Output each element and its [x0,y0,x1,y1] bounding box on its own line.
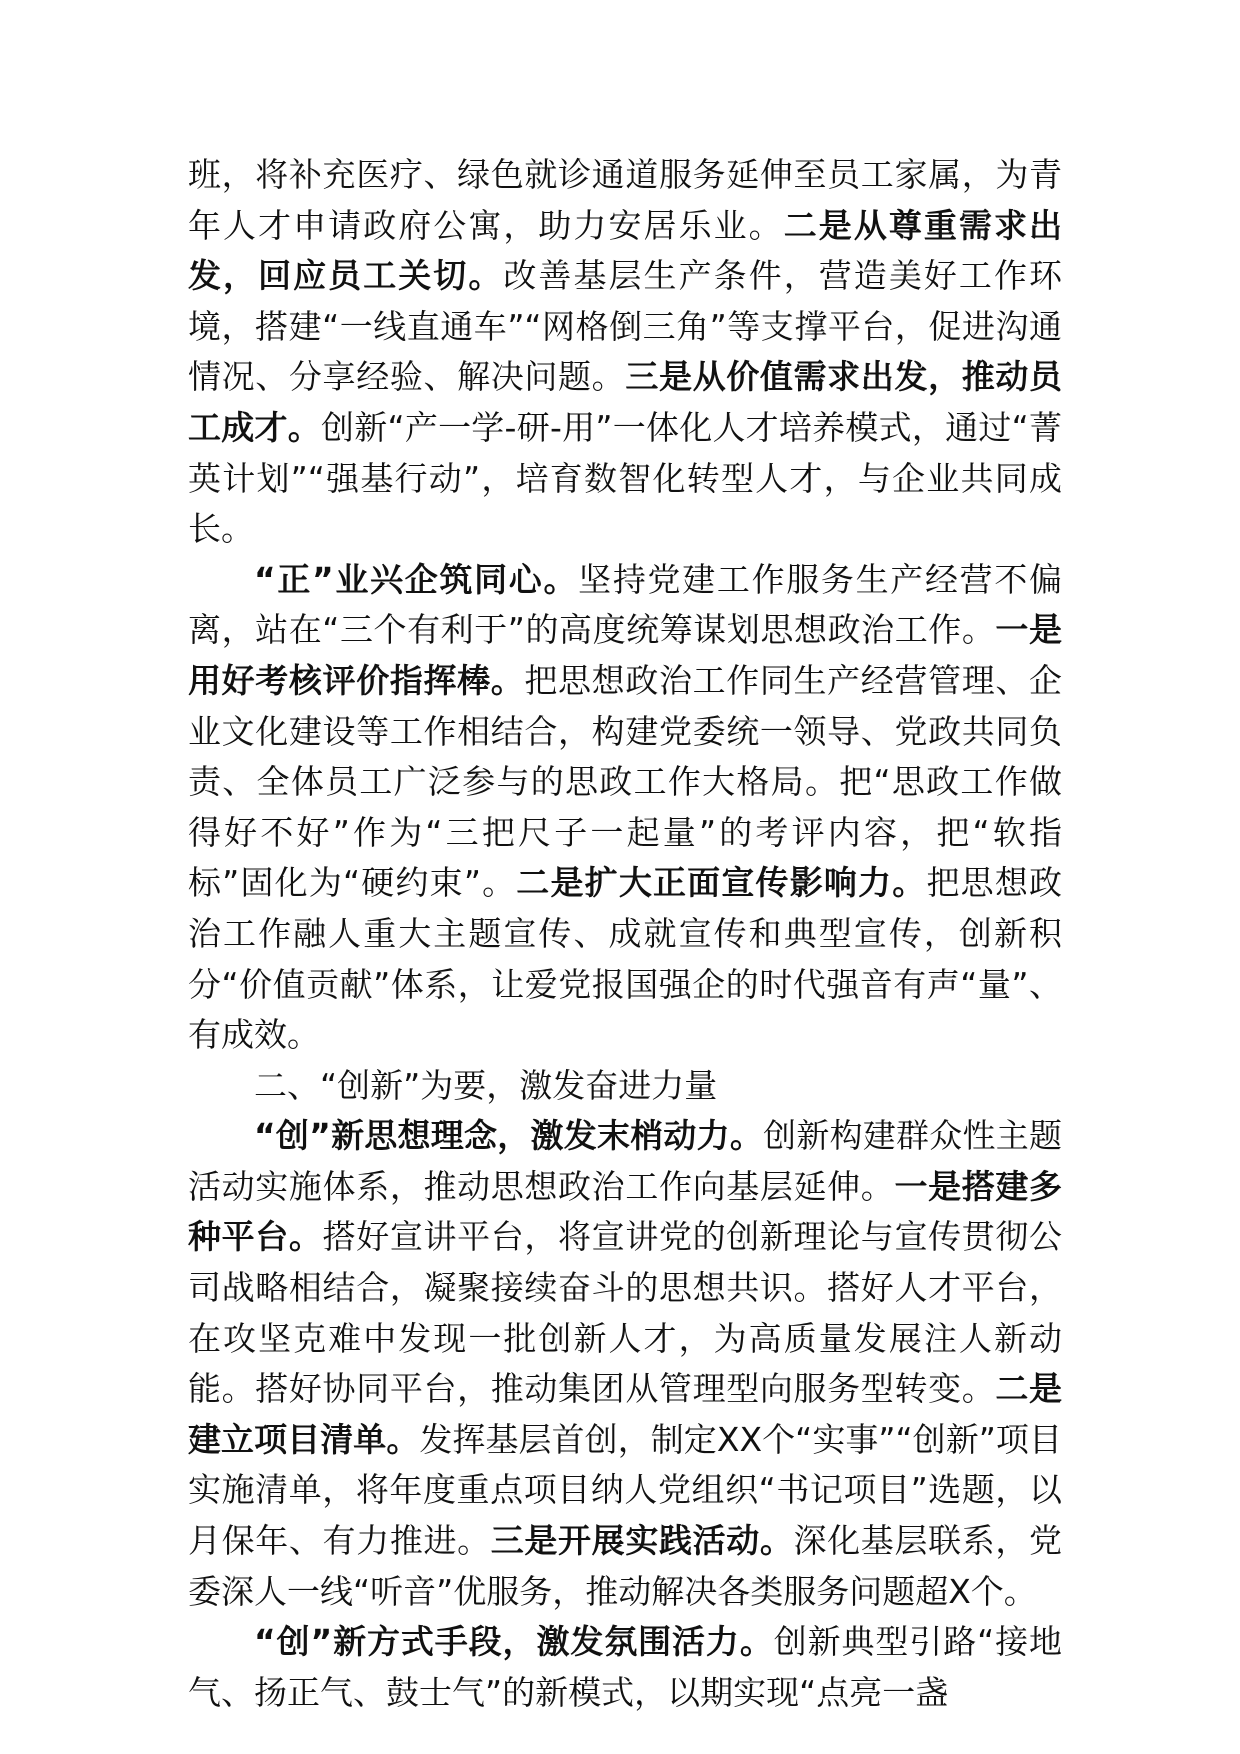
bold-point-platforms: 一是搭建多种平台。 [188,1166,1063,1257]
bold-point-respect-needs: 二是从尊重需求出发，回应员工关切。 [188,205,1063,296]
section-heading-innovation [188,1061,1062,1112]
bold-point-publicity: 二是扩大正面宣传影响力。 [516,863,927,903]
text-run: 创新构建群众性主题活动实施体系，推动思想政治工作向基层延伸。 [188,1116,1062,1206]
paragraph-zheng-ye-xing-qi [188,555,1062,1061]
text-run: 把思想政治工作同生产经营管理、企业文化建设等工作相结合，构建党委统一领导、党政共同负责、全体员工广泛参与的思政工作大格局。把“思政工作做得好不好”作为“三把尺子一起量”的考评内容，把“软指标”固化为“硬约束”。 [188,660,1063,903]
text-run: 深化基层联系，党委深人一线“听音”优服务，推动解决各类服务问题超X个。 [188,1521,1063,1611]
text-run: 发挥基层首创，制定XX个“实事”“创新”项目实施清单，将年度重点项目纳人党组织“书记项目”选题，以月保年、有力推进。 [188,1419,1062,1561]
text-run: 把思想政治工作融人重大主题宣传、成就宣传和典型宣传，创新积分“价值贡献”体系，让爱党报国强企的时代强音有声“量”、有成效。 [188,863,1062,1055]
paragraph-innovate-ideas [188,1111,1062,1617]
text-run: 创新“产一学-研-用”一体化人才培养模式，通过“菁英计划”“强基行动”，培育数智化转型人才，与企业共同成长。 [188,407,1062,549]
paragraph-lead-heading: “正”业兴企筑同心。 [254,559,579,599]
section-heading-text: 二、“创新”为要，激发奋进力量 [254,1065,718,1105]
paragraph-innovate-methods [188,1617,1062,1718]
text-run: 搭好宣讲平台，将宣讲党的创新理论与宣传贯彻公司战略相结合，凝聚接续奋斗的思想共识。搭好人才平台，在攻坚克难中发现一批创新人才，为高质量发展注人新动能。搭好协同平台，推动集团从管理型向服务型转变。 [188,1217,1063,1409]
bold-point-practice: 三是开展实践活动。 [490,1521,794,1561]
text-run: 班，将补充医疗、绿色就诊通道服务延伸至员工家属，为青年人才申请政府公寓，助力安居乐业。 [188,155,1062,245]
paragraph-employee-care [188,150,1062,555]
bold-point-assessment: 一是用好考核评价指挥棒。 [188,610,1062,700]
text-run: 改善基层生产条件，营造美好工作环境，搭建“一线直通车”“网格倒三角”等支撑平台，促进沟通情况、分享经验、解决问题。 [188,256,1063,397]
bold-point-project-list: 二是建立项目清单。 [188,1369,1063,1459]
paragraph-lead-heading: “创”新思想理念，激发末梢动力。 [254,1116,764,1156]
text-run: 创新典型引路“接地气、扬正气、鼓士气”的新模式，以期实现“点亮一盏 [188,1622,1062,1712]
paragraph-lead-heading: “创”新方式手段，激发氛围活力。 [254,1622,774,1662]
bold-point-value-needs: 三是从价值需求出发，推动员工成才。 [188,357,1063,447]
document-body [188,150,1062,1718]
text-run: 坚持党建工作服务生产经营不偏离，站在“三个有利于”的高度统筹谋划思想政治工作。 [188,559,1062,650]
